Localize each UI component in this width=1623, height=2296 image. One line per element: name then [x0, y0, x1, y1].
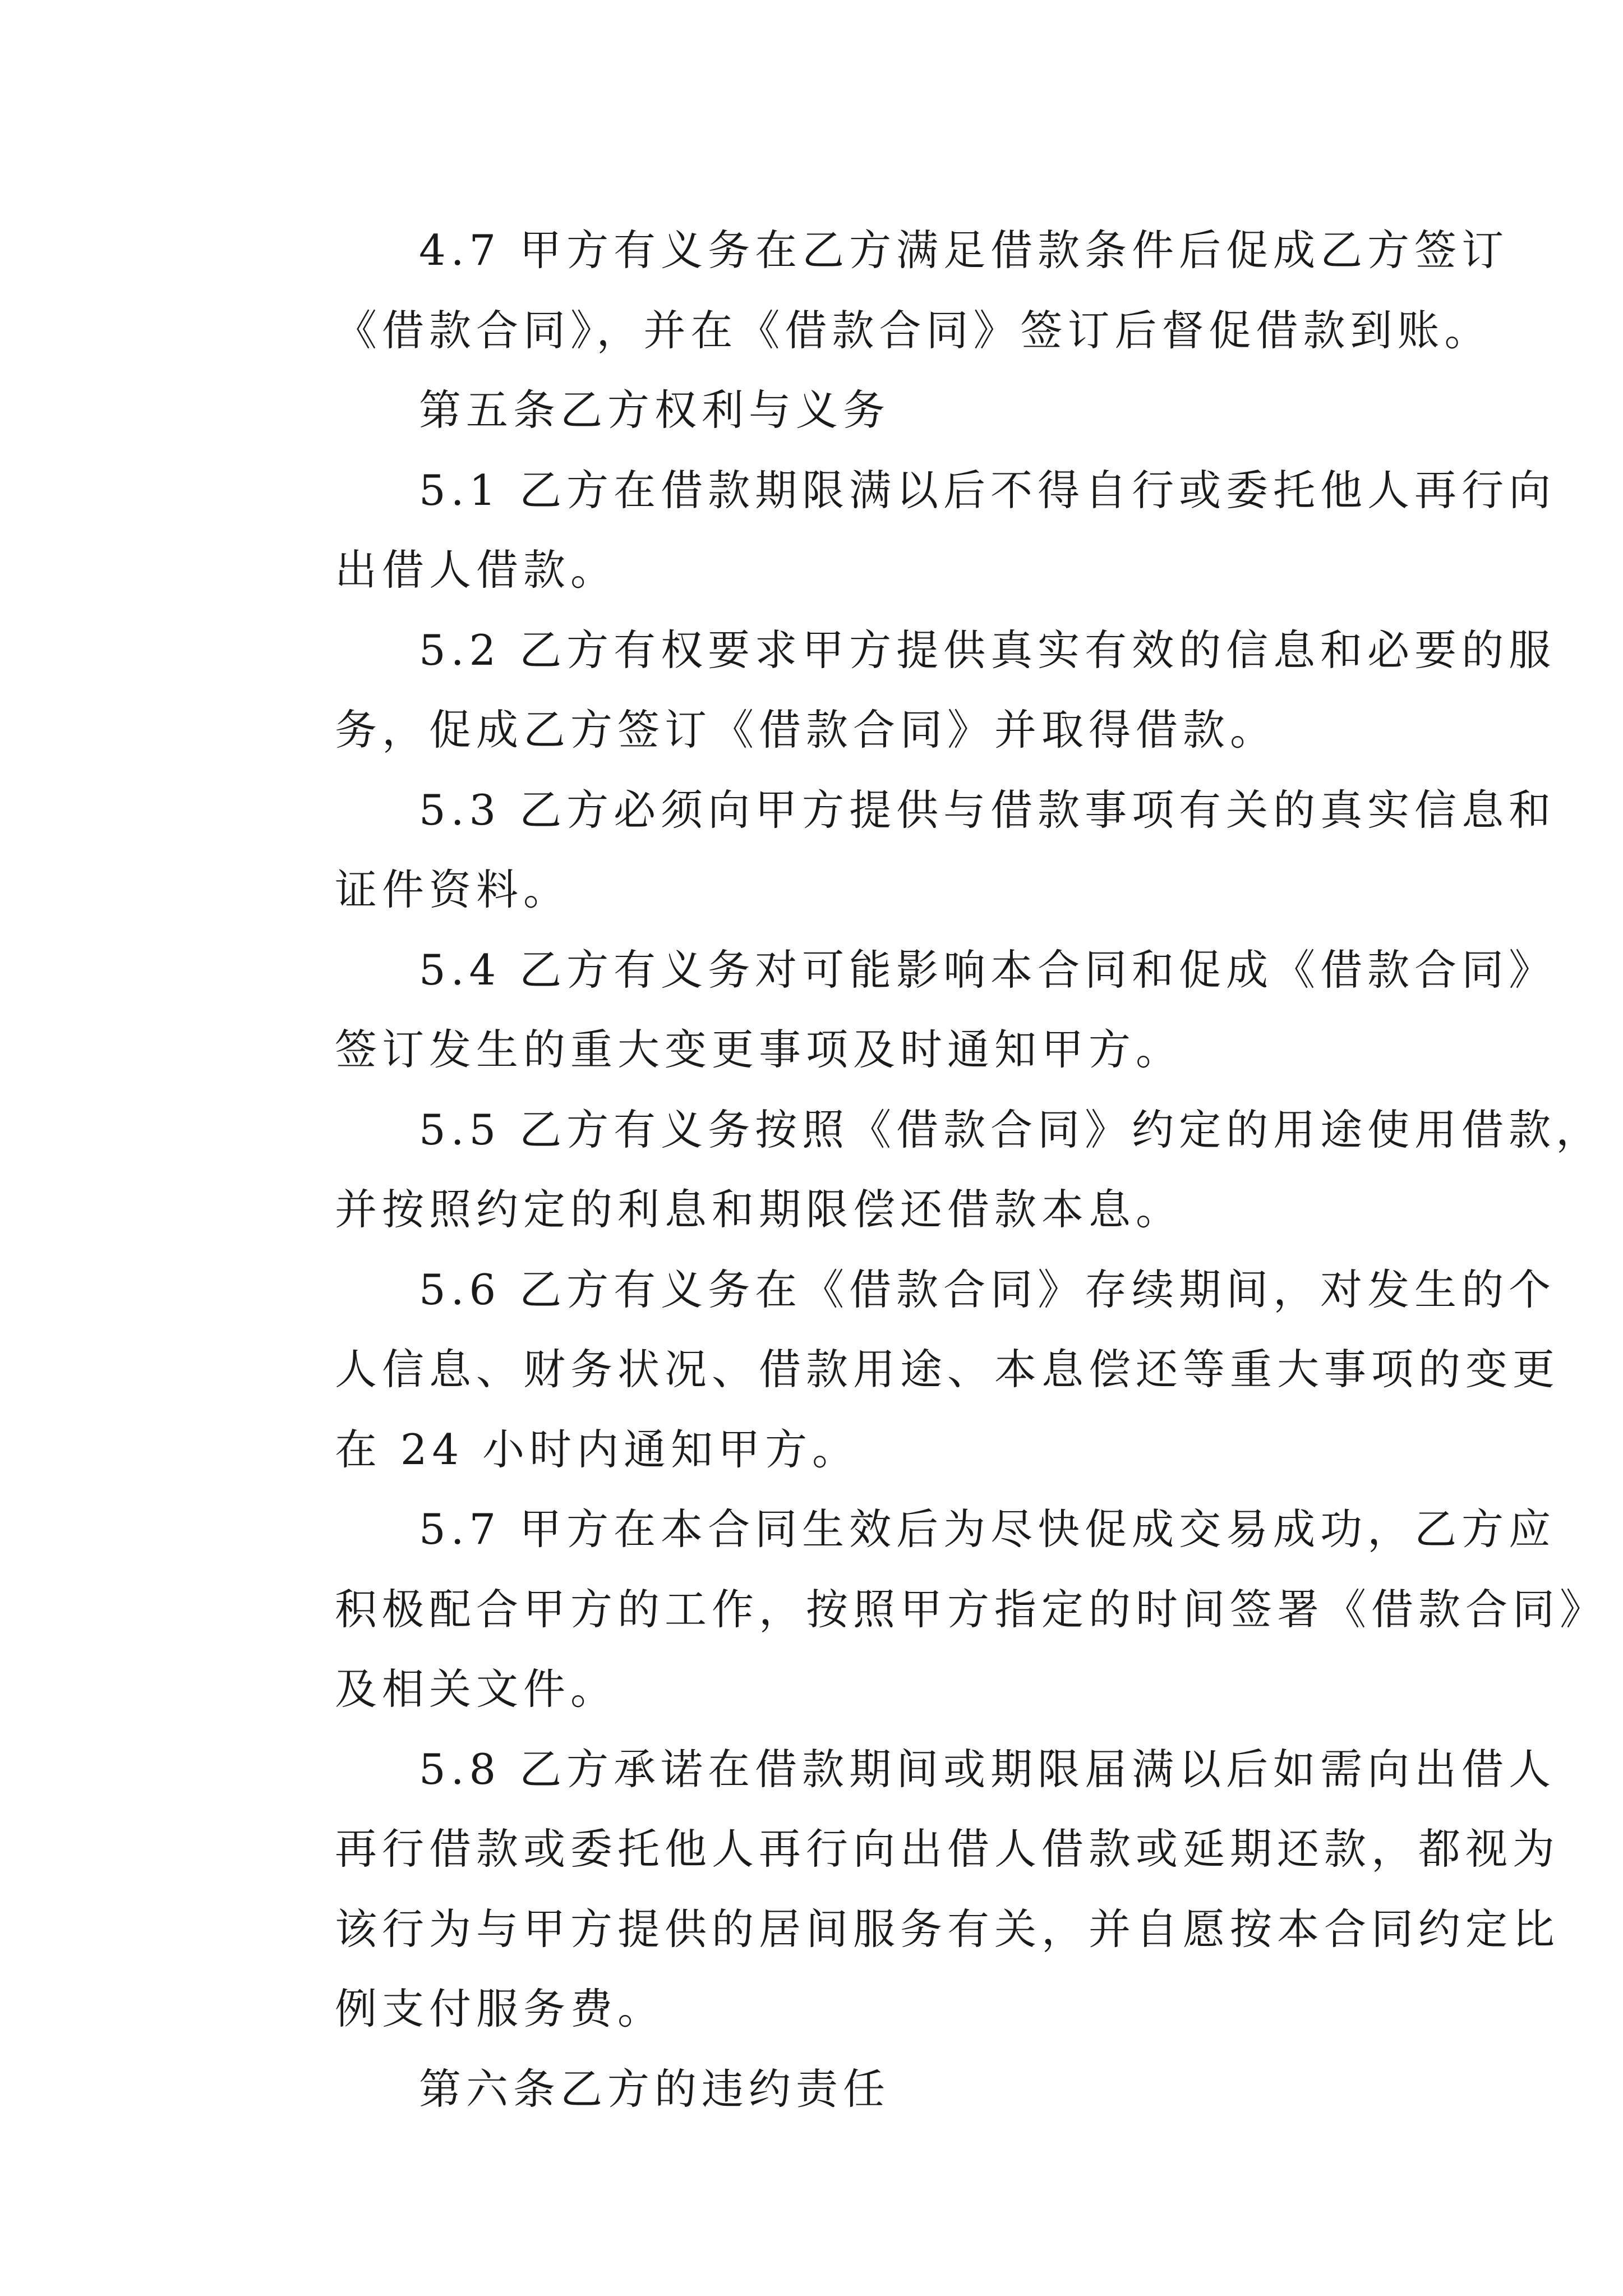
text-line: 签订发生的重大变更事项及时通知甲方。 [335, 1025, 1183, 1074]
clause-5-1 [251, 450, 1556, 610]
text-line: 5.7 甲方在本合同生效后为尽快促成交易成功，乙方应 [419, 1504, 1556, 1554]
clause-5-3 [251, 770, 1556, 930]
clause-5-6 [251, 1250, 1560, 1490]
text-line: 务，促成乙方签订《借款合同》并取得借款。 [335, 705, 1278, 754]
text-line: 5.1 乙方在借款期限满以后不得自行或委托他人再行向 [419, 465, 1556, 515]
text-line: 5.3 乙方必须向甲方提供与借款事项有关的真实信息和 [419, 785, 1556, 835]
text-line: 该行为与甲方提供的居间服务有关，并自愿按本合同约定比 [335, 1904, 1560, 1954]
article-5-heading [251, 370, 1384, 450]
clause-5-7 [251, 1489, 1607, 1729]
text-line: 5.4 乙方有义务对可能影响本合同和促成《借款合同》 [419, 945, 1556, 995]
clause-5-5 [251, 1090, 1603, 1250]
text-line: 5.2 乙方有权要求甲方提供真实有效的信息和必要的服 [419, 625, 1556, 675]
text-line: 在 24 小时内通知甲方。 [335, 1424, 860, 1474]
clause-5-8 [251, 1729, 1560, 2049]
heading-line: 第六条乙方的违约责任 [419, 2064, 891, 2114]
text-line: 例支付服务费。 [335, 1984, 665, 2033]
document-body [251, 210, 1607, 2129]
clause-5-2 [251, 610, 1556, 770]
article-6-heading [251, 2049, 1384, 2129]
text-line: 再行借款或委托他人再行向出借人借款或延期还款，都视为 [335, 1824, 1560, 1874]
text-line: 《借款合同》，并在《借款合同》签订后督促借款到账。 [335, 305, 1492, 355]
text-line: 5.8 乙方承诺在借款期间或期限届满以后如需向出借人 [419, 1744, 1556, 1794]
text-line: 5.6 乙方有义务在《借款合同》存续期间，对发生的个 [419, 1264, 1556, 1314]
text-line: 4.7 甲方有义务在乙方满足借款条件后促成乙方签订 [419, 226, 1509, 275]
text-line: 出借人借款。 [335, 545, 618, 595]
text-line: 人信息、财务状况、借款用途、本息偿还等重大事项的变更 [335, 1345, 1560, 1394]
heading-line: 第五条乙方权利与义务 [419, 385, 891, 435]
clause-4-7 [251, 210, 1509, 370]
text-line: 及相关文件。 [335, 1664, 618, 1714]
text-line: 证件资料。 [335, 865, 571, 914]
text-line: 积极配合甲方的工作，按照甲方指定的时间签署《借款合同》 [335, 1584, 1607, 1634]
text-line: 并按照约定的利息和期限偿还借款本息。 [335, 1185, 1183, 1234]
text-line: 5.5 乙方有义务按照《借款合同》约定的用途使用借款， [419, 1105, 1603, 1154]
clause-5-4 [251, 930, 1556, 1090]
